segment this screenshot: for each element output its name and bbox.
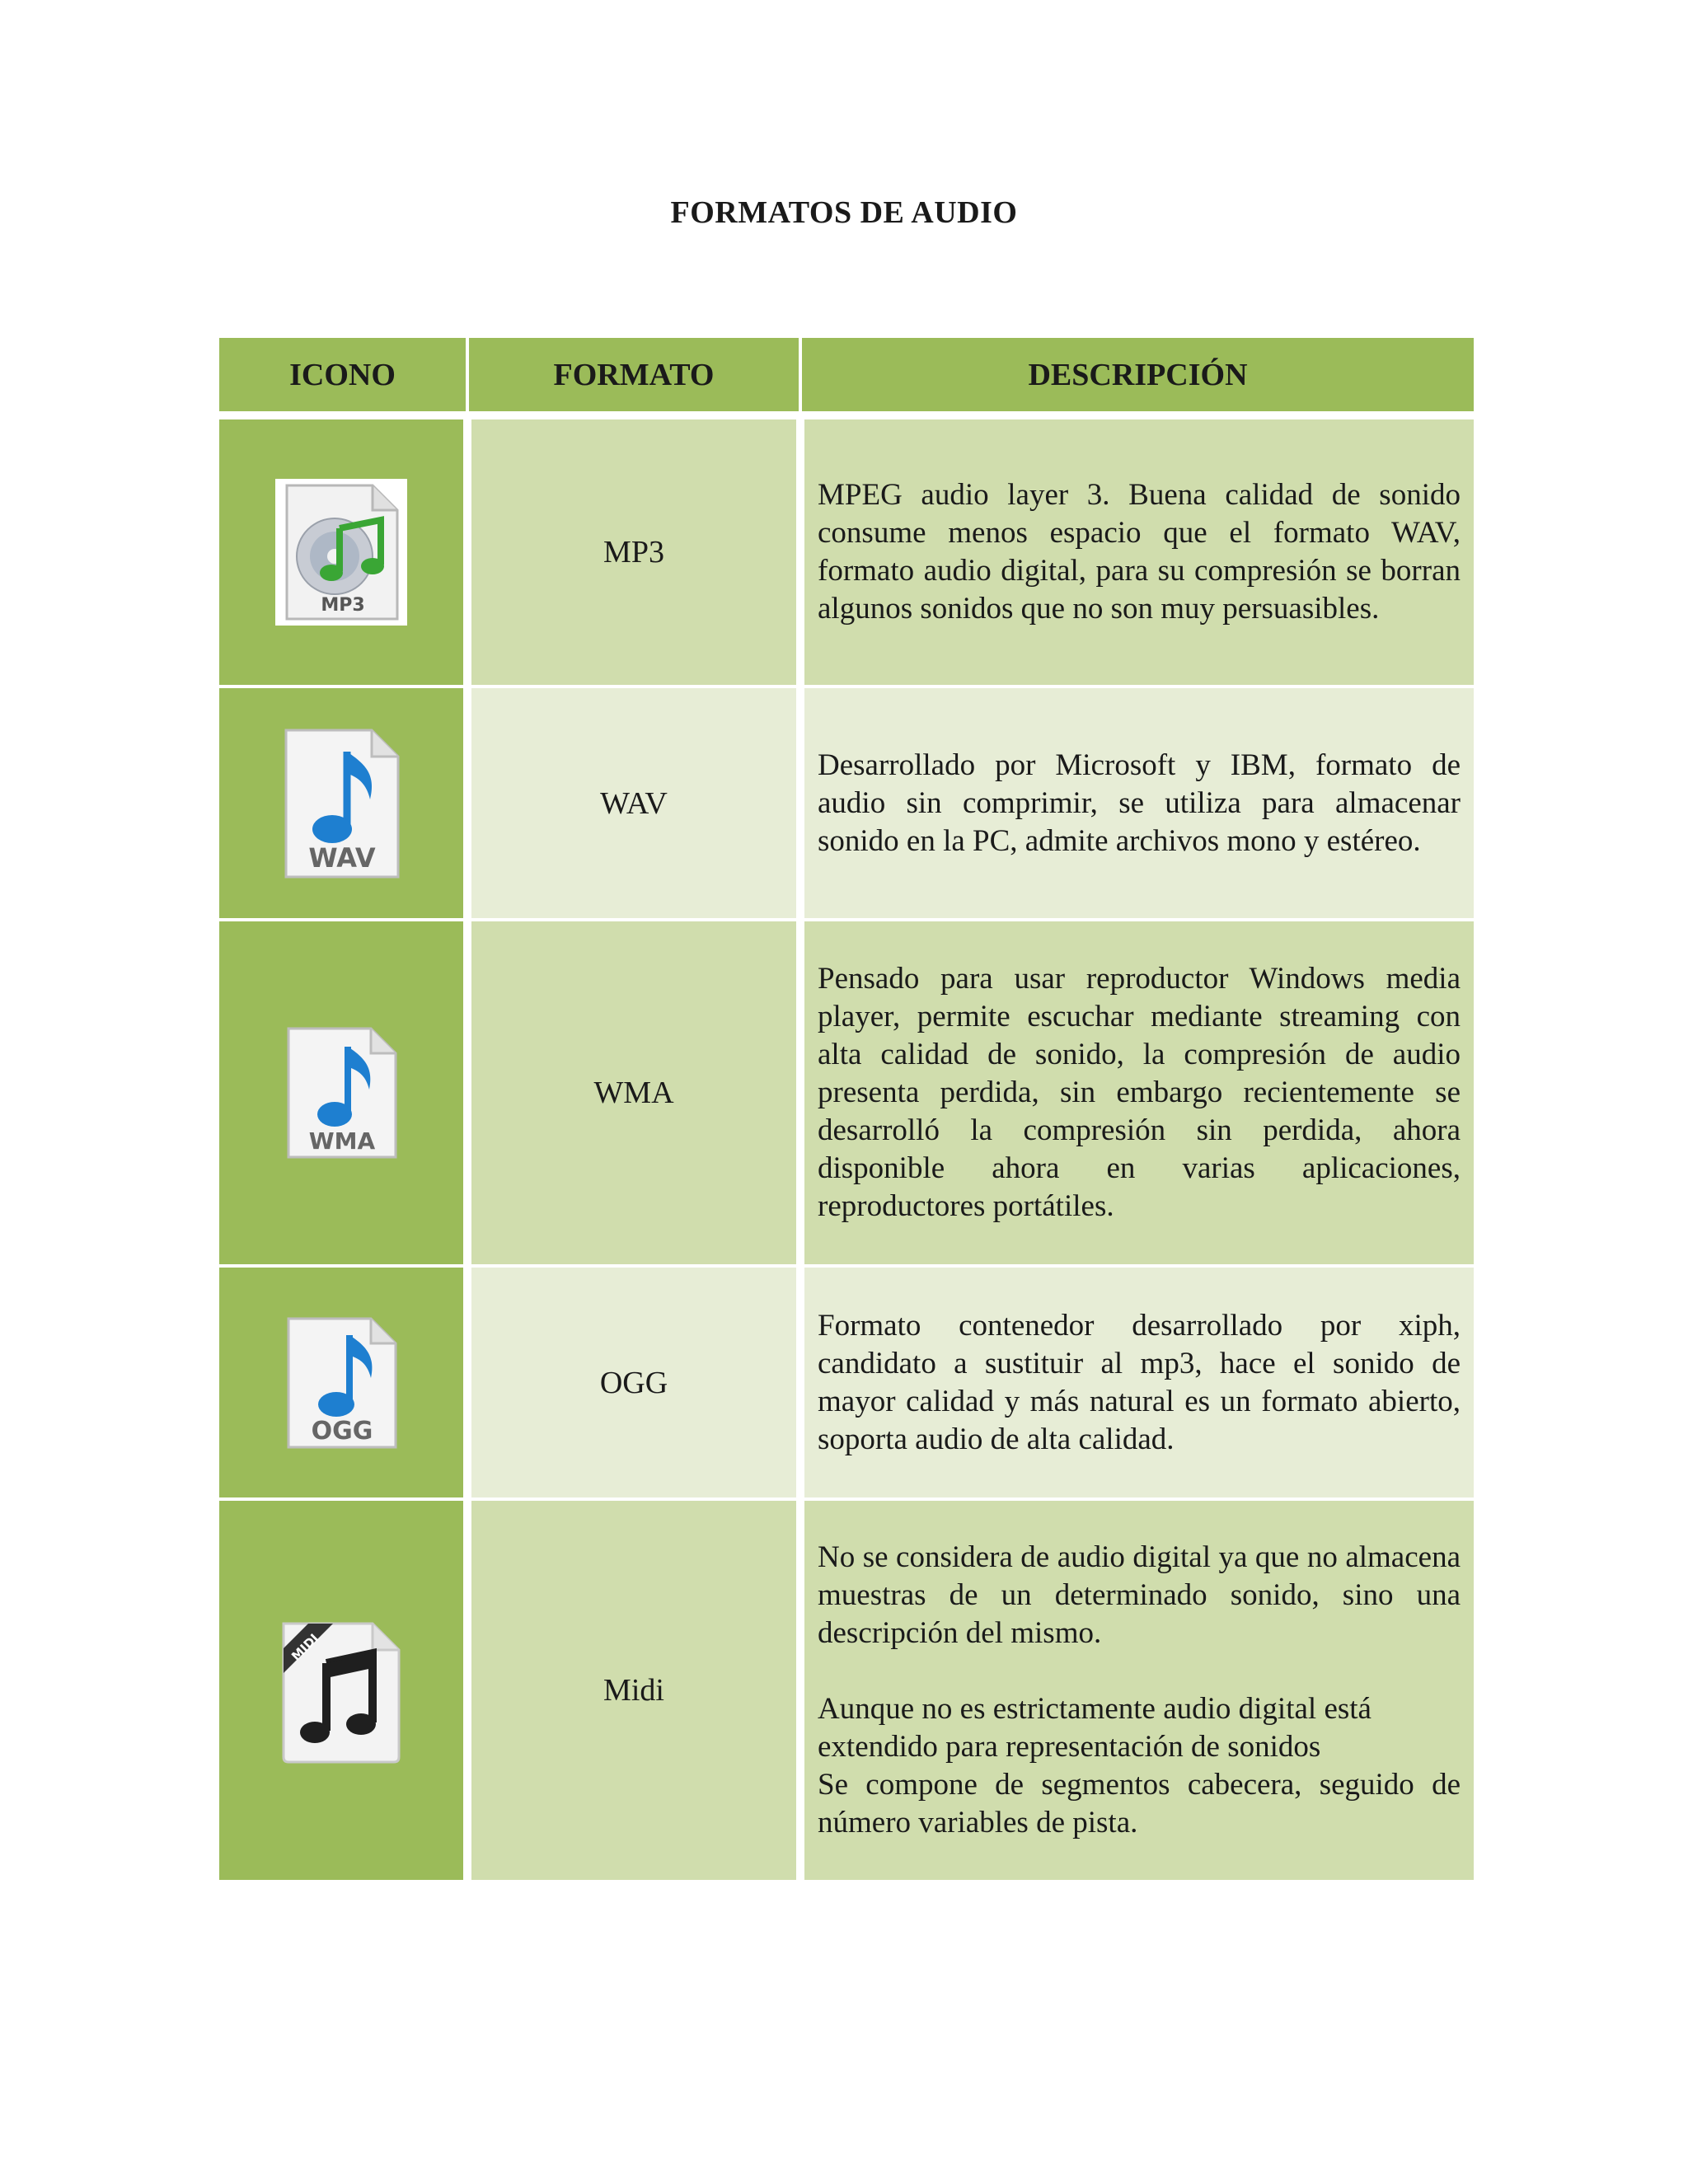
table-header-row (219, 338, 1474, 415)
svg-text:WMA: WMA (308, 1127, 376, 1155)
format-cell: Midi (467, 1499, 800, 1882)
description-paragraph: Desarrollado por Microsoft y IBM, formato de audio sin comprimir, se utiliza para almacenar sonido en la PC, admite archivos mono y estéreo. (818, 748, 1461, 858)
table-row (219, 1499, 1474, 1882)
description-paragraph: Pensado para usar reproductor Windows media player, permite escuchar mediante streaming con alta calidad de sonido, la compresión de audio presenta perdida, sin embargo recientemente se desarrolló la compresión sin perdida, ahora disponible ahora en varias aplicaciones, reproductores portátiles. (818, 962, 1461, 1223)
description-cell (800, 920, 1474, 1266)
audio-formats-table (219, 338, 1474, 1883)
svg-text:MP3: MP3 (321, 595, 365, 616)
ogg-file-icon (284, 1315, 399, 1451)
description-cell (800, 415, 1474, 687)
icon-cell (219, 1499, 467, 1882)
description-cell (800, 1499, 1474, 1882)
svg-text:MIDI: MIDI (288, 1630, 322, 1664)
description-paragraph: Se compone de segmentos cabecera, seguido de número variables de pista. (818, 1768, 1461, 1840)
wav-file-icon (281, 727, 401, 880)
icon-cell (219, 1266, 467, 1499)
icon-cell (219, 687, 467, 920)
icon-cell (219, 415, 467, 687)
table-row (219, 1266, 1474, 1499)
description-paragraph: Formato contenedor desarrollado por xiph, candidato a sustituir al mp3, hace el sonido de mayor calidad y más natural es un formato abierto, soporta audio de alta calidad. (818, 1308, 1461, 1456)
description-cell (800, 1266, 1474, 1499)
icon-cell (219, 920, 467, 1266)
midi-file-icon (275, 1615, 407, 1765)
format-cell: WAV (467, 687, 800, 920)
description-paragraph: No se considera de audio digital ya que no almacena muestras de un determinado sonido, sino una descripción del mismo. (818, 1540, 1461, 1650)
header-icono: ICONO (219, 338, 467, 415)
description-paragraph: Aunque no es estrictamente audio digital está extendido para representación de sonidos (818, 1692, 1372, 1764)
mp3-file-icon (275, 479, 407, 626)
format-cell: WMA (467, 920, 800, 1266)
header-formato: FORMATO (467, 338, 800, 415)
svg-text:OGG: OGG (311, 1416, 373, 1446)
svg-text:WAV: WAV (308, 841, 376, 874)
table-row (219, 687, 1474, 920)
table-row (219, 415, 1474, 687)
wma-file-icon (284, 1025, 399, 1160)
header-descripcion: DESCRIPCIÓN (800, 338, 1474, 415)
format-cell: OGG (467, 1266, 800, 1499)
table-row (219, 920, 1474, 1266)
description-cell (800, 687, 1474, 920)
format-cell: MP3 (467, 415, 800, 687)
page-title: FORMATOS DE AUDIO (670, 195, 1018, 230)
description-paragraph: MPEG audio layer 3. Buena calidad de sonido consume menos espacio que el formato WAV, formato audio digital, para su compresión se borran algunos sonidos que no son muy persuasibles. (818, 478, 1461, 626)
